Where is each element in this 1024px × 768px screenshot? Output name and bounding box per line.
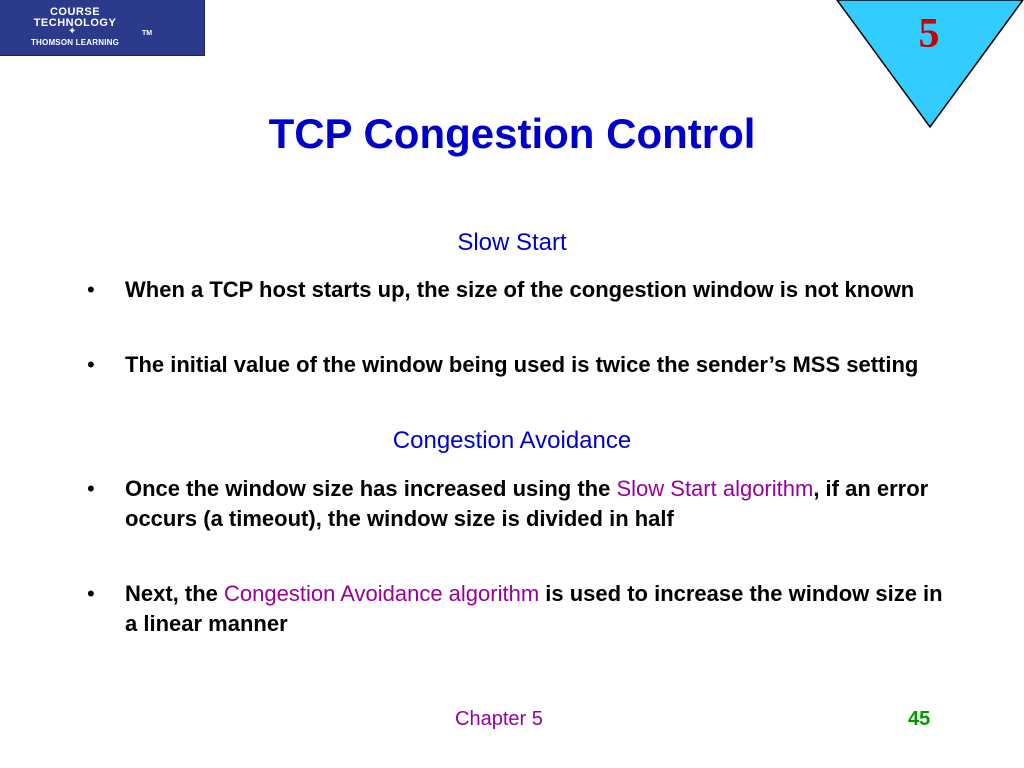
bullet-text: The initial value of the window being used is twice the sender’s MSS setting bbox=[125, 352, 919, 377]
bullet-item bbox=[87, 474, 945, 534]
footer-page-number: 45 bbox=[908, 708, 931, 730]
bullet-text: is used to increase the window size in a linear manner bbox=[125, 581, 943, 636]
bullet-text: Once the window size has increased using the bbox=[125, 476, 617, 501]
section-heading-slow-start: Slow Start bbox=[457, 229, 567, 256]
slide-title: TCP Congestion Control bbox=[268, 110, 756, 157]
logo-line-3: THOMSON LEARNING bbox=[30, 38, 120, 47]
bullet-icon: • bbox=[87, 277, 95, 302]
course-technology-logo bbox=[0, 0, 205, 56]
bullet-text: When a TCP host starts up, the size of the congestion window is not known bbox=[125, 277, 915, 302]
bullet-item bbox=[87, 275, 945, 305]
highlight-congestion-avoidance-algorithm: Congestion Avoidance algorithm bbox=[224, 581, 540, 606]
bullet-icon: • bbox=[87, 352, 95, 377]
bullet-icon: • bbox=[87, 476, 95, 501]
bullet-item bbox=[87, 350, 945, 380]
bullet-text: Next, the bbox=[125, 581, 225, 606]
trademark-mark: TM bbox=[142, 30, 153, 37]
logo-line-1: COURSE bbox=[49, 6, 101, 18]
section-heading-congestion-avoidance: Congestion Avoidance bbox=[392, 427, 632, 454]
bullet-item bbox=[87, 579, 945, 639]
bullet-icon: • bbox=[87, 581, 95, 606]
highlight-slow-start-algorithm: Slow Start algorithm bbox=[616, 476, 814, 501]
logo-line-2: TECHNOLOGY bbox=[33, 17, 117, 29]
footer-chapter-label: Chapter 5 bbox=[455, 708, 543, 730]
bullet-text: , if an error occurs (a timeout), the window size is divided in half bbox=[125, 476, 929, 531]
chapter-badge-number: 5 bbox=[918, 11, 940, 57]
star-icon: ✦ bbox=[68, 26, 77, 37]
